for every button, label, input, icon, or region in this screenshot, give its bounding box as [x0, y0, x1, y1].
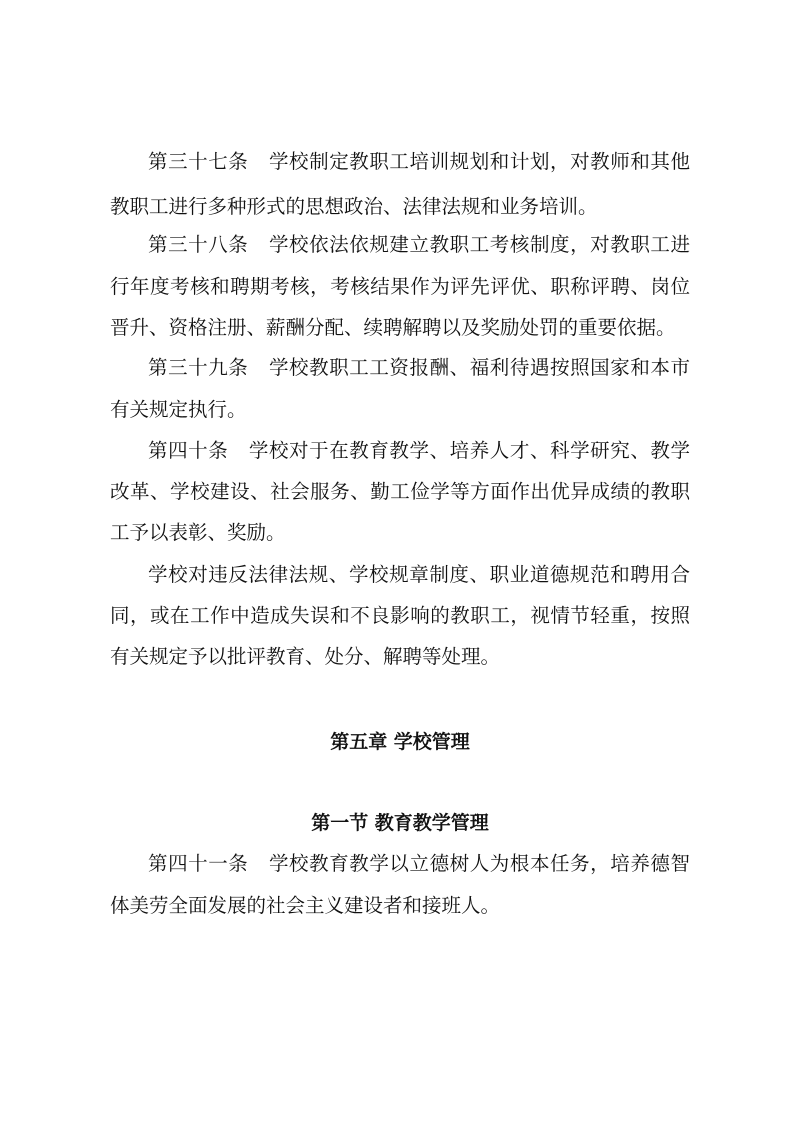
article-40-text-1: 学校对于在教育教学、培养人才、科学研究、教学: [248, 439, 690, 462]
chapter-title: 第五章 学校管理: [330, 731, 470, 753]
article-41-line-2: 体美劳全面发展的社会主义建设者和接班人。: [110, 894, 501, 917]
article-38-line-2: 行年度考核和聘期考核，考核结果作为评先评优、职称评聘、岗位: [110, 275, 690, 298]
article-40-para2-line-1: 学校对违反法律法规、学校规章制度、职业道德规范和聘用合: [148, 563, 690, 586]
article-39-text-1: 学校教职工工资报酬、福利待遇按照国家和本市: [268, 356, 690, 379]
article-41-label: 第四十一条: [148, 852, 249, 875]
article-37-label: 第三十七条: [148, 150, 249, 173]
article-40-label: 第四十条: [148, 439, 229, 462]
article-39-label: 第三十九条: [148, 356, 249, 379]
article-37-text-1: 学校制定教职工培训规划和计划，对教师和其他: [268, 150, 690, 173]
article-38-label: 第三十八条: [148, 233, 249, 256]
article-38-text-1: 学校依法依规建立教职工考核制度，对教职工进: [268, 233, 690, 256]
article-38-line-3: 晋升、资格注册、薪酬分配、续聘解聘以及奖励处罚的重要依据。: [110, 316, 676, 339]
section-title: 第一节 教育教学管理: [311, 812, 489, 834]
article-37-line-1: [148, 147, 690, 177]
article-41-text-1: 学校教育教学以立德树人为根本任务，培养德智: [268, 852, 690, 875]
article-40-para2-line-3: 有关规定予以批评教育、处分、解聘等处理。: [110, 645, 501, 668]
article-40-para2-line-2: 同，或在工作中造成失误和不良影响的教职工，视情节轻重，按照: [110, 604, 690, 627]
article-40-line-2: 改革、学校建设、社会服务、勤工俭学等方面作出优异成绩的教职: [110, 480, 690, 503]
article-40-line-1: [148, 436, 690, 466]
article-38-line-1: [148, 230, 690, 260]
article-39-line-2: 有关规定执行。: [110, 398, 247, 421]
article-40-line-3: 工予以表彰、奖励。: [110, 521, 286, 544]
article-37-line-2: 教职工进行多种形式的思想政治、法律法规和业务培训。: [110, 195, 598, 218]
article-41-line-1: [148, 849, 690, 879]
article-39-line-1: [148, 353, 690, 383]
